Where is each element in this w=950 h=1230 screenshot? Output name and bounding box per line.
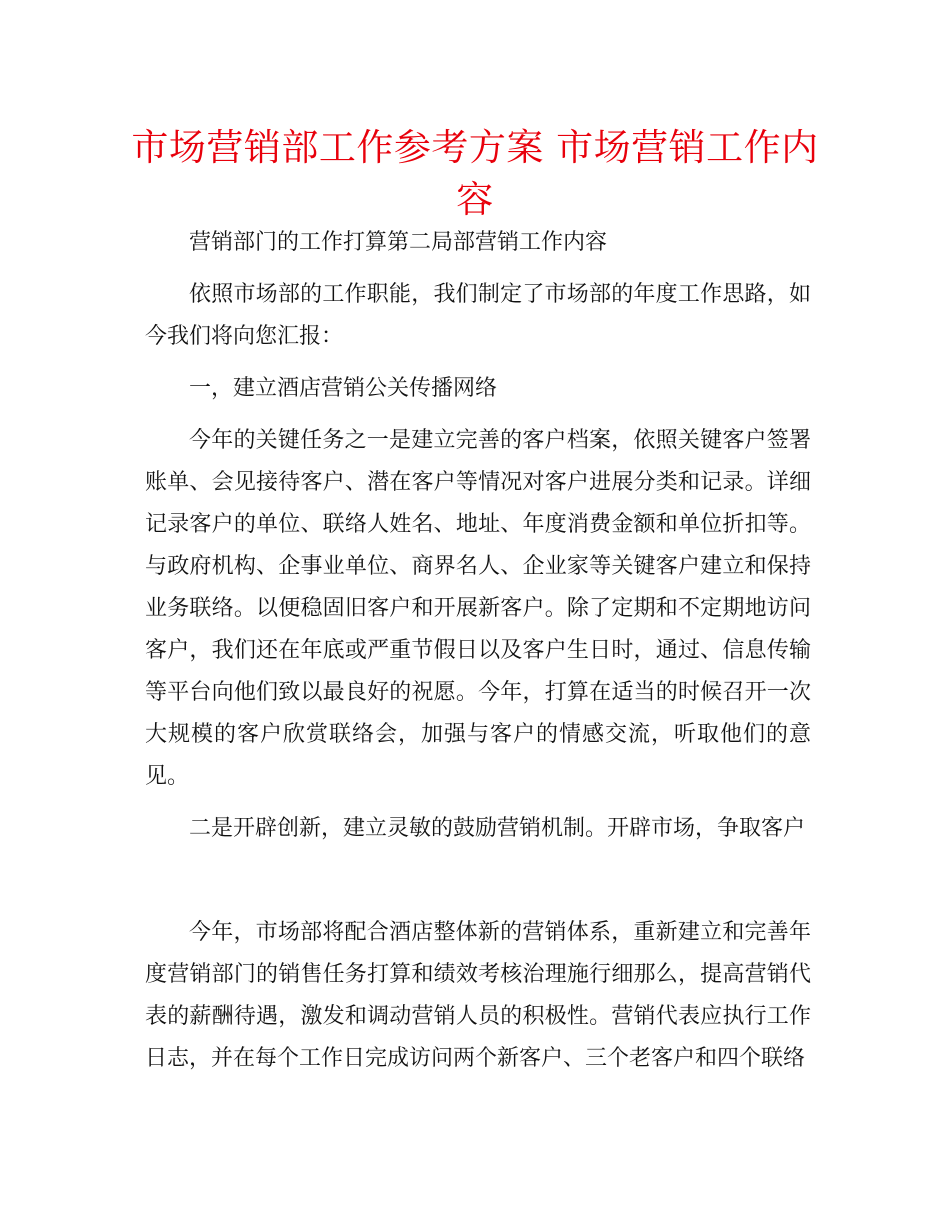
paragraph-customer-files: 今年的关键任务之一是建立完善的客户档案，依照关键客户签署账单、会见接待客户、潜在客户等情况对客户进展分类和记录。详细记录客户的单位、联络人姓名、地址、年度消费金额和单位折扣等。与政府机构、企事业单位、商界名人、企业家等关键客户建立和保持业务联络。以便稳固旧客户和开展新客户。除了定期和不定期地访问客户，我们还在年底或严重节假日以及客户生日时，通过、信息传输等平台向他们致以最良好的祝愿。今年，打算在适当的时候召开一次大规模的客户欣赏联络会，加强与客户的情感交流，听取他们的意见。 [145, 428, 811, 789]
paragraph-intro: 营销部门的工作打算第二局部营销工作内容 [189, 230, 608, 255]
section-heading-1: 一，建立酒店营销公关传播网络 [189, 376, 498, 401]
document-title: 市场营销部工作参考方案 市场营销工作内容 [131, 126, 819, 221]
section-heading-2: 二是开辟创新，建立灵敏的鼓励营销机制。开辟市场，争取客户 [189, 816, 806, 841]
document-body [145, 222, 811, 1080]
paragraph-marketing-system: 今年，市场部将配合酒店整体新的营销体系，重新建立和完善年度营销部门的销售任务打算和绩效考核治理施行细那么，提高营销代表的薪酬待遇，激发和调动营销人员的积极性。营销代表应执行工作日志，并在每个工作日完成访问两个新客户、三个老客户和四个联络 [145, 920, 811, 1071]
paragraph-report: 依照市场部的工作职能，我们制定了市场部的年度工作思路，如今我们将向您汇报： [145, 282, 811, 349]
